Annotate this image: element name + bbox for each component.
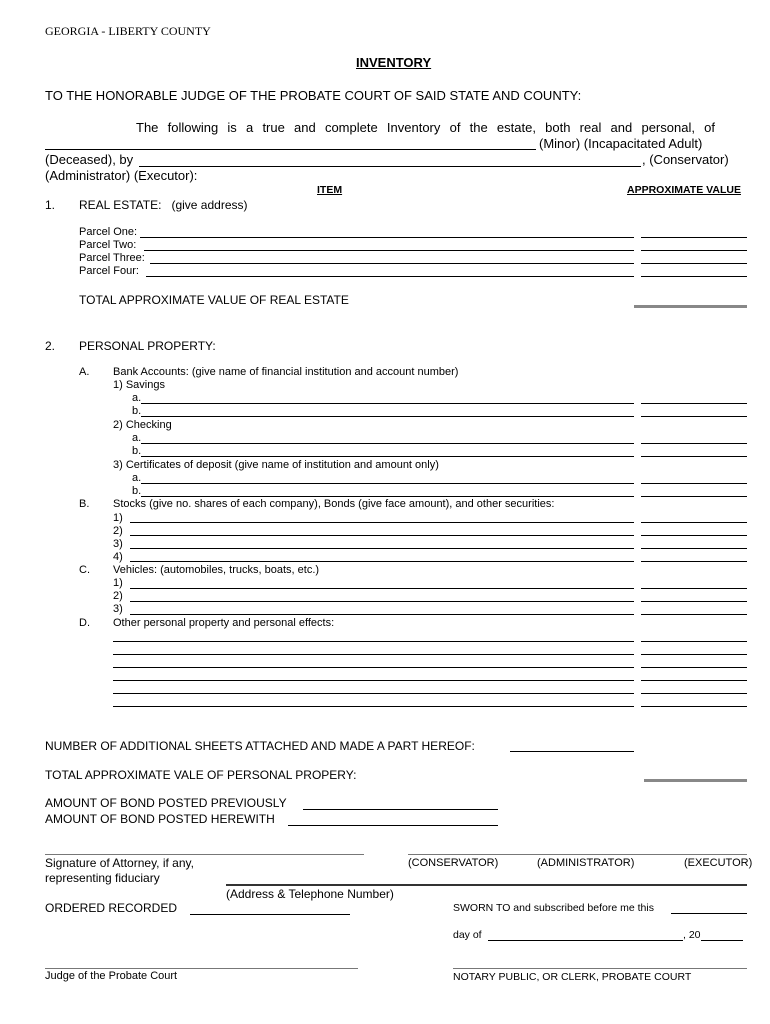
savings-a-field[interactable]	[141, 403, 634, 404]
other-property-heading: Other personal property and personal effects:	[113, 617, 335, 629]
savings-b-field[interactable]	[141, 416, 634, 417]
notary-signature-line[interactable]	[453, 968, 747, 969]
savings-b-value-field[interactable]	[641, 416, 747, 417]
bond-previous-field[interactable]	[303, 809, 498, 810]
vehicles-letter: C.	[79, 564, 90, 576]
parcel-two-label: Parcel Two:	[79, 239, 137, 251]
intro-minor-label: (Minor) (Incapacitated Adult)	[539, 136, 703, 151]
section-number-2: 2.	[45, 339, 56, 353]
vehicle-3-value-field[interactable]	[641, 614, 747, 615]
vehicle-2-field[interactable]	[130, 601, 634, 602]
cd-label: 3) Certificates of deposit (give name of institution and amount only)	[113, 459, 439, 471]
section-number-1: 1.	[45, 198, 56, 212]
day-of-label: day of	[453, 929, 482, 941]
real-estate-heading: REAL ESTATE: (give address)	[79, 198, 248, 212]
checking-b-label: b.	[132, 445, 142, 457]
checking-a-value-field[interactable]	[641, 443, 747, 444]
stock-4-field[interactable]	[130, 561, 634, 562]
bond-previous-label: AMOUNT OF BOND POSTED PREVIOUSLY	[45, 796, 287, 810]
other-property-field[interactable]	[113, 667, 634, 668]
court-address-line: TO THE HONORABLE JUDGE OF THE PROBATE COURT OF SAID STATE AND COUNTY:	[45, 88, 582, 103]
stock-4-label: 4)	[113, 551, 123, 563]
parcel-three-field[interactable]	[150, 263, 634, 264]
additional-sheets-label: NUMBER OF ADDITIONAL SHEETS ATTACHED AND MADE A PART HEREOF:	[45, 739, 475, 753]
personal-property-total-label: TOTAL APPROXIMATE VALE OF PERSONAL PROPERY:	[45, 768, 357, 782]
stock-1-field[interactable]	[130, 522, 634, 523]
real-estate-total-label: TOTAL APPROXIMATE VALUE OF REAL ESTATE	[79, 293, 349, 307]
stock-4-value-field[interactable]	[641, 561, 747, 562]
attorney-representing-label: representing fiduciary	[45, 871, 160, 885]
stock-2-label: 2)	[113, 525, 123, 537]
checking-b-field[interactable]	[141, 456, 634, 457]
year-prefix-label: , 20	[683, 929, 701, 941]
stock-2-field[interactable]	[130, 535, 634, 536]
other-property-value-field[interactable]	[641, 680, 747, 681]
checking-a-label: a.	[132, 432, 142, 444]
personal-property-heading: PERSONAL PROPERTY:	[79, 339, 216, 353]
other-property-field[interactable]	[113, 654, 634, 655]
year-field[interactable]	[701, 940, 743, 941]
parcel-one-field[interactable]	[140, 237, 634, 238]
judge-signature-line[interactable]	[45, 968, 358, 969]
parcel-four-label: Parcel Four:	[79, 265, 139, 277]
judge-label: Judge of the Probate Court	[45, 970, 178, 982]
bank-accounts-heading: Bank Accounts: (give name of financial institution and account number)	[113, 366, 459, 378]
address-telephone-field[interactable]	[226, 884, 747, 886]
bond-herewith-field[interactable]	[288, 825, 498, 826]
stock-3-field[interactable]	[130, 548, 634, 549]
intro-conservator-label: , (Conservator)	[642, 152, 729, 167]
parcel-three-value-field[interactable]	[641, 263, 747, 264]
parcel-three-label: Parcel Three:	[79, 252, 145, 264]
vehicle-1-label: 1)	[113, 577, 123, 589]
savings-b-label: b.	[132, 405, 142, 417]
other-property-value-field[interactable]	[641, 641, 747, 642]
other-property-field[interactable]	[113, 641, 634, 642]
other-property-field[interactable]	[113, 693, 634, 694]
vehicle-3-field[interactable]	[130, 614, 634, 615]
other-letter: D.	[79, 617, 90, 629]
parcel-two-value-field[interactable]	[641, 250, 747, 251]
vehicle-1-field[interactable]	[130, 588, 634, 589]
sworn-label: SWORN TO and subscribed before me this	[453, 902, 654, 914]
personal-property-total-field[interactable]	[644, 779, 747, 782]
stock-3-label: 3)	[113, 538, 123, 550]
administrator-label: (ADMINISTRATOR)	[537, 857, 635, 869]
parcel-four-field[interactable]	[146, 276, 634, 277]
savings-a-value-field[interactable]	[641, 403, 747, 404]
other-property-value-field[interactable]	[641, 667, 747, 668]
attorney-signature-label: Signature of Attorney, if any,	[45, 856, 194, 870]
bond-herewith-label: AMOUNT OF BOND POSTED HEREWITH	[45, 812, 275, 826]
stock-1-value-field[interactable]	[641, 522, 747, 523]
executor-label: (EXECUTOR)	[684, 857, 753, 869]
address-telephone-label: (Address & Telephone Number)	[226, 887, 394, 901]
month-field[interactable]	[488, 940, 683, 941]
fiduciary-name-field[interactable]	[139, 166, 641, 167]
cd-a-label: a.	[132, 472, 142, 484]
vehicles-heading: Vehicles: (automobiles, trucks, boats, etc.)	[113, 564, 320, 576]
stocks-letter: B.	[79, 498, 90, 510]
cd-a-field[interactable]	[141, 483, 634, 484]
vehicle-2-value-field[interactable]	[641, 601, 747, 602]
other-property-value-field[interactable]	[641, 706, 747, 707]
cd-b-value-field[interactable]	[641, 496, 747, 497]
other-property-value-field[interactable]	[641, 693, 747, 694]
parcel-one-label: Parcel One:	[79, 226, 138, 238]
estate-name-field[interactable]	[45, 149, 536, 150]
cd-b-field[interactable]	[141, 496, 634, 497]
checking-a-field[interactable]	[141, 443, 634, 444]
other-property-value-field[interactable]	[641, 654, 747, 655]
fiduciary-signature-line[interactable]	[408, 854, 747, 855]
item-column-header: ITEM	[317, 184, 343, 196]
notary-label: NOTARY PUBLIC, OR CLERK, PROBATE COURT	[453, 971, 692, 983]
intro-line-1: The following is a true and complete Inventory of the estate, both real and personal, of	[136, 120, 715, 135]
cd-a-value-field[interactable]	[641, 483, 747, 484]
attorney-signature-line[interactable]	[45, 854, 364, 855]
other-property-field[interactable]	[113, 706, 634, 707]
page-title: INVENTORY	[356, 55, 432, 70]
savings-label: 1) Savings	[113, 379, 165, 391]
jurisdiction-heading: GEORGIA - LIBERTY COUNTY	[45, 24, 211, 38]
ordered-recorded-label: ORDERED RECORDED	[45, 901, 178, 915]
parcel-four-value-field[interactable]	[641, 276, 747, 277]
sworn-day-field[interactable]	[671, 913, 747, 914]
additional-sheets-field[interactable]	[510, 751, 634, 752]
ordered-recorded-field[interactable]	[190, 914, 350, 915]
savings-a-label: a.	[132, 392, 142, 404]
real-estate-total-field[interactable]	[634, 305, 747, 308]
conservator-label: (CONSERVATOR)	[408, 857, 499, 869]
checking-b-value-field[interactable]	[641, 456, 747, 457]
other-property-field[interactable]	[113, 680, 634, 681]
stock-2-value-field[interactable]	[641, 535, 747, 536]
value-column-header: APPROXIMATE VALUE	[627, 184, 741, 196]
bank-letter: A.	[79, 366, 90, 378]
parcel-one-value-field[interactable]	[641, 237, 747, 238]
vehicle-3-label: 3)	[113, 603, 123, 615]
checking-label: 2) Checking	[113, 419, 172, 431]
vehicle-1-value-field[interactable]	[641, 588, 747, 589]
cd-b-label: b.	[132, 485, 142, 497]
stocks-heading: Stocks (give no. shares of each company), Bonds (give face amount), and other securities:	[113, 498, 555, 510]
stock-3-value-field[interactable]	[641, 548, 747, 549]
intro-administrator-label: (Administrator) (Executor):	[45, 168, 198, 183]
parcel-two-field[interactable]	[144, 250, 634, 251]
stock-1-label: 1)	[113, 512, 123, 524]
intro-deceased-label: (Deceased), by	[45, 152, 134, 167]
vehicle-2-label: 2)	[113, 590, 123, 602]
